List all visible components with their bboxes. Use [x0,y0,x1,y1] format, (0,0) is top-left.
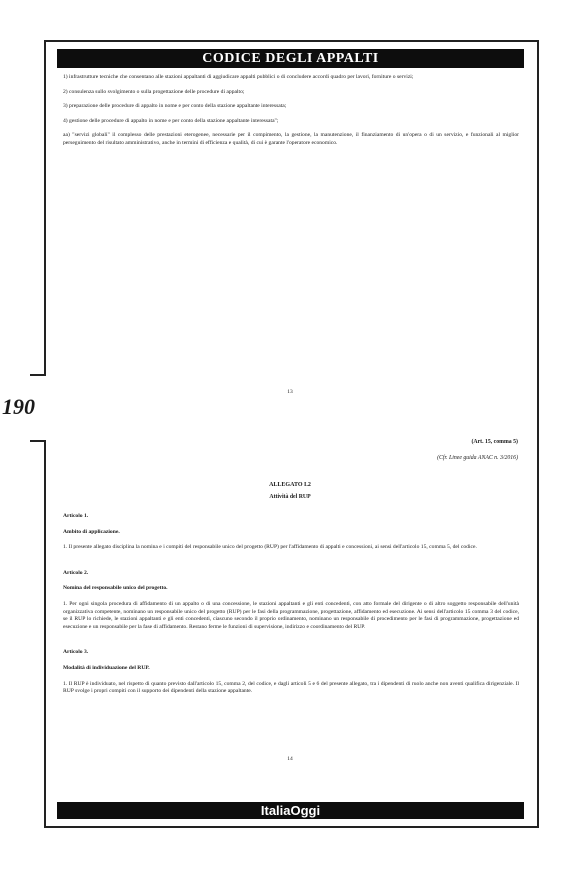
frame-left-tick-upper [30,374,46,376]
allegato-subtitle: Attività del RUP [269,494,311,500]
paragraph: 3) preparazione delle procedure di appalto in nome e per conto della stazione appaltante interessata; [63,103,287,110]
frame-left-line-upper [44,40,46,375]
side-page-number: 190 [2,394,35,419]
article-number: Articolo 3. [63,649,89,656]
article-title: Ambito di applicazione. [63,528,120,535]
paragraph: aa) "servizi globali" il complesso delle prestazioni eterogenee, necessarie per il compimento, la gestione, la manutenzione, il finanziamento di un'opera o di un servizio, e funzionali al miglior perseguimento del risultato amministrativo, anche in termini di efficienza e qualità, di cui è garante l'operatore economico. [63,132,519,146]
article-title: Modalità di individuazione del RUP. [63,664,150,671]
frame-right-line [537,40,539,828]
paragraph: 4) gestione delle procedure di appalto in nome e per conto della stazione appaltante interessata"; [63,117,279,124]
allegato-title: ALLEGATO I.2 [269,482,311,488]
article [63,649,519,695]
frame-top-line [44,40,539,42]
article [63,570,519,632]
article-number: Articolo 2. [63,569,89,576]
page-number-upper: 13 [287,389,293,395]
footer-brand: ItaliaOggi [57,802,524,819]
article [63,513,519,552]
articles-section [63,513,519,703]
header-title: CODICE DEGLI APPALTI [57,49,524,68]
frame-bottom-line [44,826,539,828]
reference-article: (Art. 15, comma 5) [471,439,518,445]
article-title: Nomina del responsabile unico del progetto. [63,585,168,592]
paragraph: 1) infrastrutture tecniche che consentano alle stazioni appaltanti di aggiudicare appalti pubblici o di concludere accordi quadro per lavori, forniture o servizi; [63,74,414,80]
article-text: 1. Per ogni singola procedura di affidamento di un appalto o di una concessione, le stazioni appaltanti e gli enti concedenti, con atto formale del dirigente o di altro soggetto responsabile dell'unità organizzativa competente, nominano un responsabile unico del progetto (RUP) per le fasi della programmazione, progettazione, affidamento ed esecuzione. Ai sensi dell'articolo 15 comma 3 del codice, se il RUP lo richiede, le stazioni appaltanti e gli enti concedenti, ciascuno secondo il proprio ordinamento, nominano un responsabile di procedimento per le fasi di programmazione, progettazione ed esecuzione e un responsabile per la fase di affidamento. Restano ferme le funzioni di supervisione, indirizzo e coordinamento del RUP. [63,600,519,630]
article-text: 1. Il presente allegato disciplina la nomina e i compiti del responsabile unico del progetto (RUP) per l'affidamento di appalti e concessioni, ai sensi dell'articolo 15, comma 5, del codice. [63,544,477,551]
article-number: Articolo 1. [63,513,89,519]
article-text: 1. Il RUP è individuato, nel rispetto di quanto previsto dall'articolo 15, comma 2, del codice, e dagli articoli 5 e 6 del presente allegato, tra i dipendenti di ruolo anche non aventi qualifica dirigenziale. Il RUP svolge i propri compiti con il supporto dei dipendenti della stazione appaltante. [63,680,519,695]
paragraph: 2) consulenza sullo svolgimento o sulla progettazione delle procedure di appalto; [63,88,245,95]
reference-cfr: (Cfr. Linee guida ANAC n. 3/2016) [437,455,518,461]
top-section [63,74,519,155]
page-number-lower: 14 [287,756,293,762]
